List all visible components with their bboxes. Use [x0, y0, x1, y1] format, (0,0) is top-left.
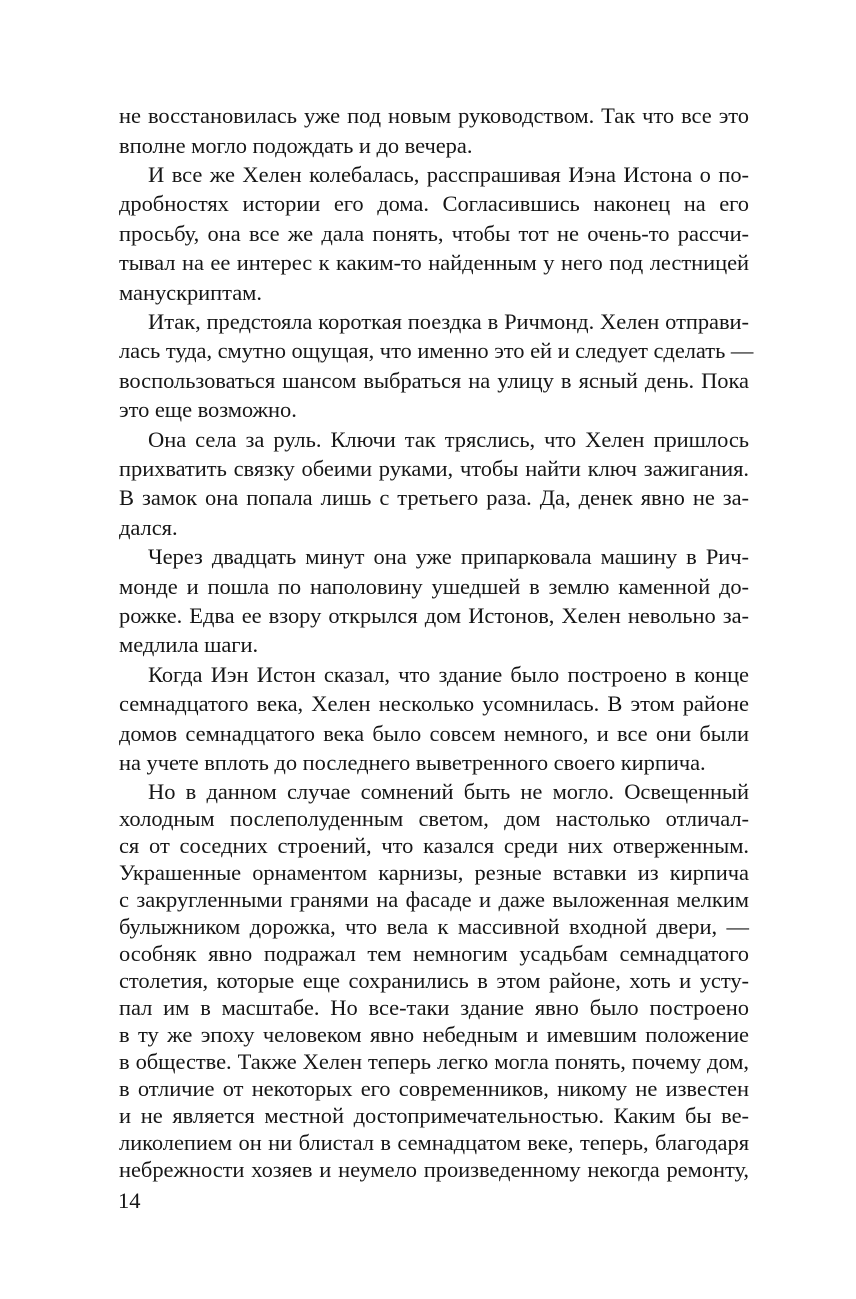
- text-line: тывал на ее интерес к каким-то найденным у него под лестницей: [119, 250, 749, 275]
- text-line: холодным послеполуденным светом, дом настолько отличал-: [119, 806, 749, 831]
- text-line: Когда Иэн Истон сказал, что здание было построено в конце: [148, 662, 749, 687]
- text-line: пал им в масштабе. Но все-таки здание явно было построено: [119, 995, 749, 1020]
- text-line: ся от соседних строений, что казался среди них отверженным.: [119, 833, 749, 858]
- text-line: булыжником дорожка, что вела к массивной входной двери, —: [119, 914, 749, 939]
- text-line: Она села за руль. Ключи так тряслись, что Хелен пришлось: [148, 427, 749, 452]
- text-line: вполне могло подождать и до вечера.: [119, 133, 473, 158]
- text-line: И все же Хелен колебалась, расспрашивая Иэна Истона о по-: [148, 162, 749, 187]
- text-line: особняк явно подражал тем немногим усадьбам семнадцатого: [119, 941, 749, 966]
- page-number: 14: [118, 1188, 141, 1213]
- text-line: Итак, предстояла короткая поездка в Ричмонд. Хелен отправи-: [148, 309, 749, 334]
- text-line: рожке. Едва ее взору открылся дом Истонов, Хелен невольно за-: [119, 603, 749, 628]
- text-line: дался.: [119, 515, 178, 540]
- text-line: ликолепием он ни блистал в семнадцатом веке, теперь, благодаря: [119, 1130, 749, 1155]
- text-line: с закругленными гранями на фасаде и даже выложенная мелким: [119, 887, 749, 912]
- text-line: лась туда, смутно ощущая, что именно это ей и следует сделать —: [119, 338, 754, 363]
- text-line: медлила шаги.: [119, 632, 259, 657]
- text-line: монде и пошла по наполовину ушедшей в землю каменной до-: [119, 574, 749, 599]
- text-line: Через двадцать минут она уже припарковала машину в Рич-: [148, 544, 749, 569]
- text-line: не восстановилась уже под новым руководством. Так что все это: [119, 103, 749, 128]
- text-line: воспользоваться шансом выбраться на улицу в ясный день. Пока: [119, 368, 749, 393]
- text-line: прихватить связку обеими руками, чтобы найти ключ зажигания.: [119, 456, 749, 481]
- text-line: в ту же эпоху человеком явно небедным и имевшим положение: [119, 1022, 749, 1047]
- text-line: это еще возможно.: [119, 397, 297, 422]
- text-line: семнадцатого века, Хелен несколько усомнилась. В этом районе: [119, 691, 749, 716]
- text-line: и не является местной достопримечательностью. Каким бы ве-: [119, 1103, 749, 1128]
- text-line: Украшенные орнаментом карнизы, резные вставки из кирпича: [119, 860, 749, 885]
- text-line: дробностях истории его дома. Согласившись наконец на его: [119, 191, 749, 216]
- text-line: Но в данном случае сомнений быть не могло. Освещенный: [148, 779, 749, 804]
- text-line: в отличие от некоторых его современников, никому не известен: [119, 1076, 749, 1101]
- text-line: на учете вплоть до последнего выветренного своего кирпича.: [119, 750, 706, 775]
- text-line: В замок она попала лишь с третьего раза. Да, денек явно не за-: [119, 485, 749, 510]
- text-line: в обществе. Также Хелен теперь легко могла понять, почему дом,: [119, 1049, 749, 1074]
- text-line: манускриптам.: [119, 280, 262, 305]
- text-line: просьбу, она все же дала понять, чтобы тот не очень-то рассчи-: [119, 221, 749, 246]
- text-line: столетия, которые еще сохранились в этом районе, хоть и усту-: [119, 968, 749, 993]
- text-line: небрежности хозяев и неумело произведенному некогда ремонту,: [119, 1157, 749, 1182]
- text-line: домов семнадцатого века было совсем немного, и все они были: [119, 721, 749, 746]
